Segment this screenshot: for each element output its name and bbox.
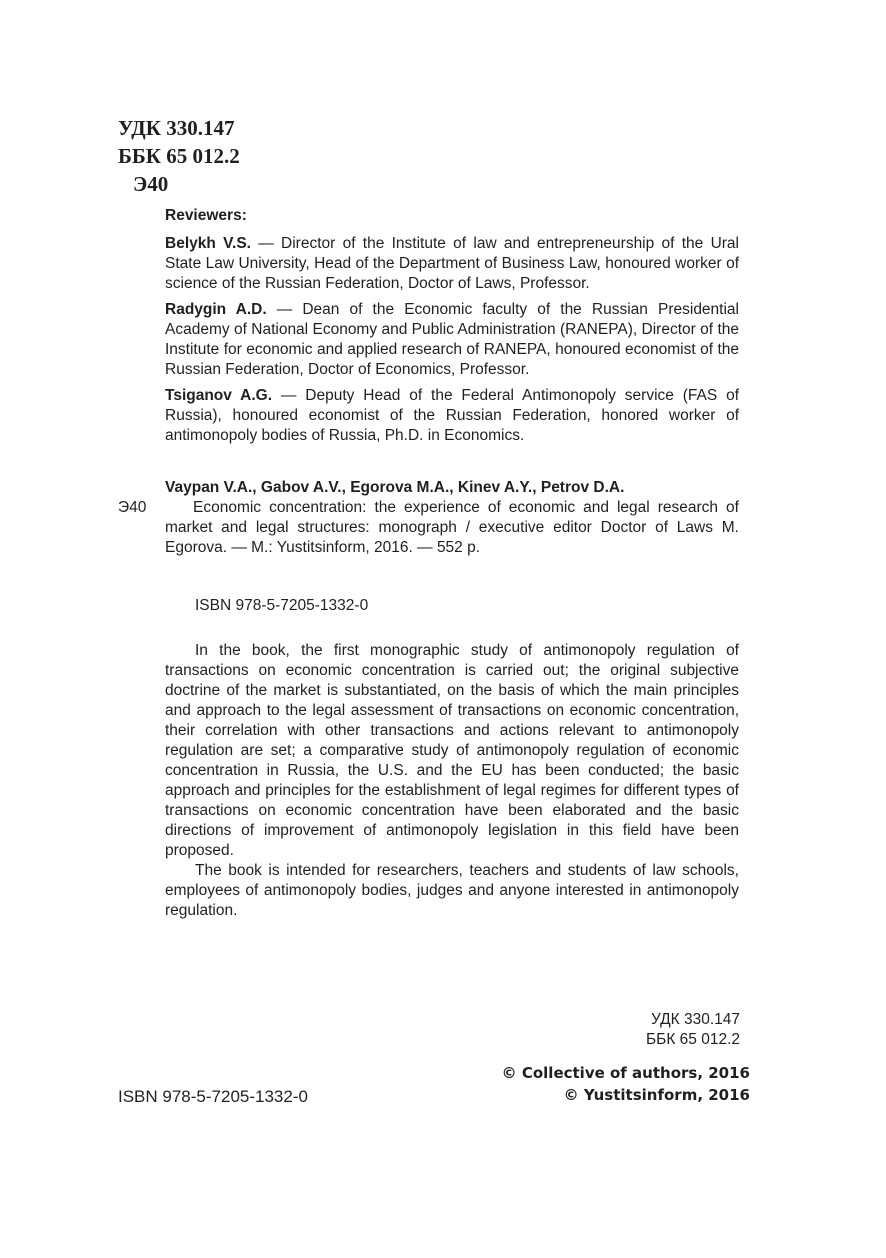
footer-classification [580,1010,740,1050]
abstract-paragraph: The book is intended for researchers, teachers and students of law schools, employees of antimonopoly bodies, judges and anyone interested in antimonopoly regulation. [165,862,739,919]
abstract-paragraph: In the book, the first monographic study of antimonopoly regulation of transactions on economic concentration is carried out; the original subjective doctrine of the market is substantiated, on the basis of which the main principles and approach to the legal assessment of transactions on economic concentration, their correlation with other transactions and actions relevant to antimonopoly regulation are set; a comparative study of antimonopoly regulation of economic concentration in Russia, the U.S. and the EU has been conducted; the basic approach and principles for the establishment of legal regimes for different types of transactions on economic concentration have been elaborated and the basic directions of improvement of antimonopoly legislation in this field have been proposed. [165,642,739,859]
book-authors: Vaypan V.A., Gabov A.V., Egorova M.A., Kinev A.Y., Petrov D.A. [165,479,625,496]
footer-isbn: ISBN 978-5-7205-1332-0 [118,1087,308,1106]
catalog-code: Э40 [118,499,147,516]
copyright-publisher: © Yustitsinform, 2016 [563,1086,750,1104]
isbn: ISBN 978-5-7205-1332-0 [195,597,369,614]
author-mark: Э40 [133,172,169,196]
reviewer-name: Belykh V.S. [165,235,251,252]
udk-code: УДК 330.147 [118,116,235,140]
footer-bbk: ББК 65 012.2 [645,1031,740,1048]
reviewer-entry [165,234,739,294]
reviewers-heading: Reviewers: [165,207,247,224]
reviewer-description: — Director of the Institute of law and entrepreneurship of the Ural State Law University, Head of the Department of Business Law, honoured worker of science of the Russian Federation, Doctor of Laws, Professor. [165,235,739,292]
reviewer-description: — Dean of the Economic faculty of the Russian Presidential Academy of National Economy and Public Administration (RANEPA), Director of the Institute for economic and applied research of RANEPA, honoured economist of the Russian Federation, Doctor of Economics, Professor. [165,301,739,378]
reviewer-entry [165,300,739,380]
reviewer-entry [165,386,739,446]
bibliographic-description: Economic concentration: the experience of economic and legal research of market and legal structures: monograph / executive editor Doctor of Laws M. Egorova. — M.: Yustitsinform, 2016. — 552 p. [165,499,739,556]
reviewers-section [165,206,739,452]
reviewer-name: Tsiganov A.G. [165,387,273,404]
copyright-authors: © Collective of authors, 2016 [501,1064,750,1082]
reviewer-description: — Deputy Head of the Federal Antimonopoly service (FAS of Russia), honoured economist of the Russian Federation, honored worker of antimonopoly bodies of Russia, Ph.D. in Economics. [165,387,740,444]
footer-udk: УДК 330.147 [650,1011,740,1028]
classification-codes [118,114,240,198]
bbk-code: ББК 65 012.2 [118,144,240,168]
book-abstract [165,641,739,921]
reviewer-name: Radygin A.D. [165,301,267,318]
copyright-block [480,1062,750,1106]
